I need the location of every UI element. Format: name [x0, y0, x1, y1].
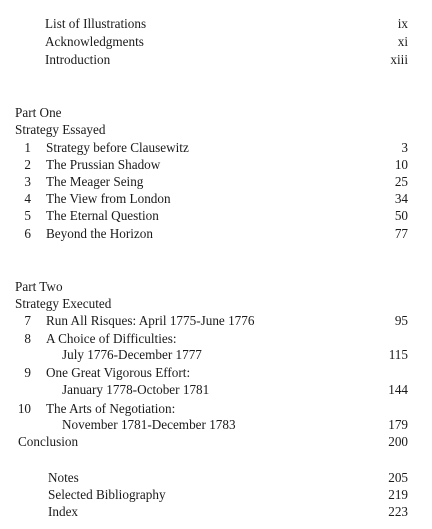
toc-entry-conclusion	[0, 433, 432, 450]
chapter-title: The Eternal Question	[46, 208, 159, 223]
chapter-title: A Choice of Difficulties:	[46, 331, 177, 346]
chapter-title: Strategy before Clausewitz	[46, 140, 189, 155]
chapter-page: 10	[394, 157, 408, 172]
part-label	[0, 104, 432, 121]
chapter-page: 34	[394, 191, 408, 206]
chapter-page: 115	[388, 347, 408, 362]
chapter-title: The View from London	[46, 191, 171, 206]
toc-entry-title: Index	[48, 504, 79, 519]
chapter-title: Run All Risques: April 1775-June 1776	[46, 313, 255, 328]
chapter-page: 25	[394, 174, 408, 189]
toc-chapter-entry	[0, 207, 432, 224]
chapter-page: 95	[394, 313, 408, 328]
toc-entry-title: Selected Bibliography	[48, 487, 166, 502]
toc-chapter-entry	[0, 173, 432, 190]
toc-entry-back-matter	[0, 469, 432, 486]
part-one-title: Strategy Essayed	[15, 122, 106, 137]
toc-entry-title: Notes	[48, 470, 79, 485]
toc-chapter-entry	[0, 400, 432, 417]
chapter-page: 179	[388, 417, 408, 432]
chapter-number: 5	[24, 208, 31, 223]
toc-chapter-entry	[0, 156, 432, 173]
toc-entry-front-matter	[0, 33, 432, 50]
toc-entry-back-matter	[0, 486, 432, 503]
toc-chapter-entry	[0, 312, 432, 329]
toc-chapter-entry	[0, 364, 432, 381]
chapter-title: The Prussian Shadow	[46, 157, 161, 172]
chapter-subtitle: July 1776-December 1777	[62, 347, 202, 362]
part-two-title: Strategy Executed	[15, 296, 112, 311]
chapter-number: 9	[24, 365, 31, 380]
chapter-number: 7	[24, 313, 31, 328]
chapter-number: 2	[24, 157, 31, 172]
chapter-number: 3	[24, 174, 31, 189]
part-label	[0, 278, 432, 295]
conclusion-title: Conclusion	[18, 434, 79, 449]
chapter-title: The Arts of Negotiation:	[46, 401, 176, 416]
toc-entry-page: 205	[388, 470, 408, 485]
toc-entry-front-matter	[0, 51, 432, 68]
chapter-number: 4	[24, 191, 31, 206]
toc-entry-title: List of Illustrations	[45, 16, 147, 31]
chapter-title: The Meager Seing	[46, 174, 144, 189]
chapter-page: 144	[388, 382, 408, 397]
toc-entry-title: Introduction	[45, 52, 111, 67]
chapter-subtitle: November 1781-December 1783	[62, 417, 236, 432]
chapter-number: 6	[24, 226, 31, 241]
chapter-page: 50	[394, 208, 408, 223]
toc-entry-page: xiii	[390, 52, 408, 67]
conclusion-page: 200	[388, 434, 408, 449]
chapter-number: 8	[24, 331, 31, 346]
chapter-page: 77	[394, 226, 408, 241]
toc-chapter-entry	[0, 225, 432, 242]
toc-entry-page: ix	[397, 16, 408, 31]
chapter-number: 10	[17, 401, 31, 416]
chapter-number: 1	[24, 140, 31, 155]
part-title	[0, 121, 432, 138]
part-one-label: Part One	[15, 105, 62, 120]
toc-chapter-entry	[0, 190, 432, 207]
toc-entry-page: xi	[397, 34, 408, 49]
toc-chapter-entry	[0, 330, 432, 347]
part-title	[0, 295, 432, 312]
part-two-label: Part Two	[15, 279, 63, 294]
toc-chapter-subtitle-row	[0, 346, 432, 363]
toc-chapter-subtitle-row	[0, 416, 432, 433]
toc-entry-front-matter	[0, 15, 432, 32]
chapter-page: 3	[401, 140, 408, 155]
chapter-title: Beyond the Horizon	[46, 226, 153, 241]
toc-entry-title: Acknowledgments	[45, 34, 144, 49]
toc-chapter-subtitle-row	[0, 381, 432, 398]
chapter-subtitle: January 1778-October 1781	[62, 382, 210, 397]
toc-entry-page: 223	[388, 504, 408, 519]
toc-entry-page: 219	[388, 487, 408, 502]
chapter-title: One Great Vigorous Effort:	[46, 365, 191, 380]
toc-chapter-entry	[0, 139, 432, 156]
toc-entry-back-matter	[0, 503, 432, 520]
